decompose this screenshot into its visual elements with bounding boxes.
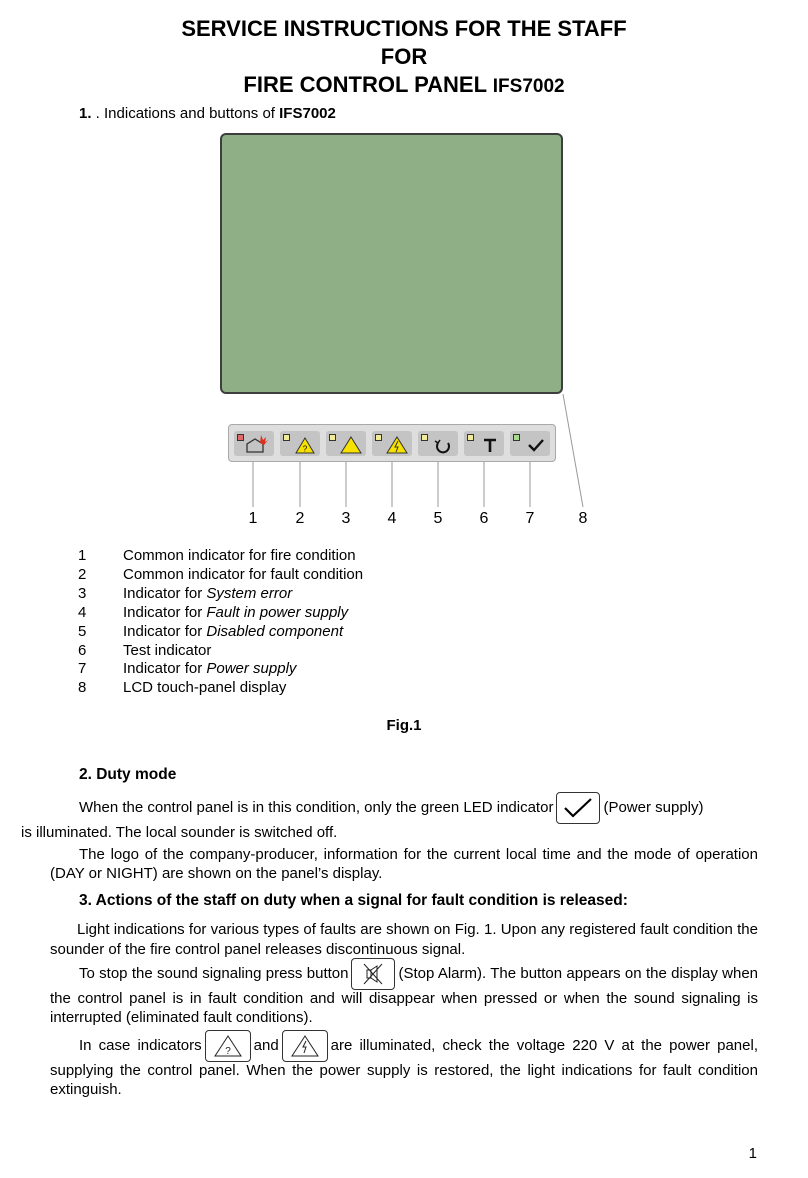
legend-item: 2 Common indicator for fault condition [78,565,364,583]
power-fault-triangle-icon [282,1030,328,1062]
title-line-2: FOR [380,44,428,69]
indicator-strip [228,424,556,462]
section-3-heading: 3. Actions of the staff on duty when a signal for fault condition is released: [79,892,628,909]
test-t-icon [464,431,504,456]
fault-indicator-button[interactable] [280,431,320,456]
disabled-indicator-button[interactable] [418,431,458,456]
leader-line-8 [563,394,583,507]
power-fault-icon [372,431,412,456]
fire-house-icon [234,431,274,456]
page-number: 1 [748,1145,757,1162]
callout-6: 6 [479,510,489,527]
callout-4: 4 [387,510,397,527]
legend-item: 7 Indicator for Power supply [78,660,297,678]
callout-1: 1 [248,510,258,527]
power-check-icon [510,431,550,456]
section-1-model: IFS7002 [279,105,336,122]
callout-5: 5 [433,510,443,527]
section-3-paragraph-3: In case indicators ? and are illuminated, check the voltage 220 V at the power panel, supplying the control panel. When the power supply is restored, the light indications for fault condition extinguish. [50,1030,758,1099]
test-indicator-button[interactable] [464,431,504,456]
legend-item: 4 Indicator for Fault in power supply [78,603,349,621]
callout-2: 2 [295,510,305,527]
system-error-indicator-button[interactable] [326,431,366,456]
legend-item: 8 LCD touch-panel display [78,679,287,697]
power-supply-indicator-button[interactable] [510,431,550,456]
section-3-paragraph-1: Light indications for various types of faults are shown on Fig. 1. Upon any registered fault condition the sounder of the fire control panel releases discontinuous signal. [50,921,758,958]
power-fault-indicator-button[interactable] [372,431,412,456]
callout-3: 3 [341,510,351,527]
legend-item: 1 Common indicator for fire condition [78,547,356,564]
figure-legend [78,547,363,698]
section-2-paragraph-2: The logo of the company-producer, information for the current local time and the mode of operation (DAY or NIGHT) are shown on the panel’s display. [50,846,758,882]
section-2-heading: 2. Duty mode [79,766,177,783]
title-line-1: SERVICE INSTRUCTIONS FOR THE STAFF [181,16,627,41]
callout-7: 7 [525,510,535,527]
callout-8: 8 [578,510,588,527]
legend-item: 5 Indicator for Disabled component [78,622,344,640]
section-3-paragraph-2: To stop the sound signaling press button (Stop Alarm). The button appears on the display when the control panel is in fault condition and will disappear when pressed or when the sound signaling is interrupted (eliminated fault conditions). [50,958,758,1027]
stop-alarm-icon [351,958,395,990]
system-error-icon [326,431,366,456]
figure-caption: Fig.1 [386,717,422,734]
disabled-cycle-icon [418,431,458,456]
section-1-text: . Indications and buttons of [91,105,280,122]
section-1-number: 1. [79,105,92,122]
legend-item: 3 Indicator for System error [78,584,293,602]
svg-text:?: ? [302,444,308,454]
fault-warning-icon [280,431,320,456]
title-model: IFS7002 [492,76,565,97]
section-2-paragraph-1: When the control panel is in this condition, only the green LED indicator (Power supply) is illuminated. The local sounder is switched off. [50,792,758,843]
title-main: FIRE CONTROL PANEL [243,72,493,97]
svg-text:?: ? [224,1046,231,1057]
fault-triangle-icon [205,1030,251,1062]
check-button-icon [556,792,600,824]
fire-indicator-button[interactable] [234,431,274,456]
legend-item: 6 Test indicator [78,641,212,659]
